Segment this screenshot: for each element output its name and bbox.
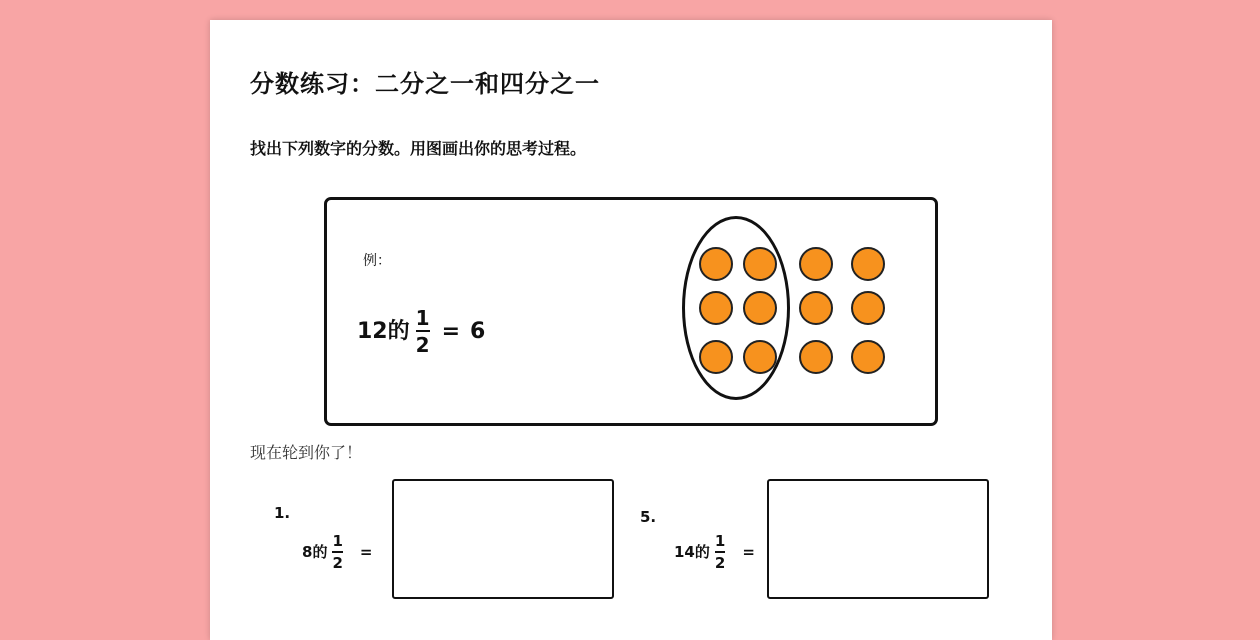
question-1-denominator: 2: [332, 554, 343, 572]
question-5-denominator: 2: [714, 554, 726, 572]
instruction-text: 找出下列数字的分数。用图画出你的思考过程。: [250, 139, 587, 158]
example-box: [324, 197, 938, 426]
half-group-ellipse: [682, 216, 790, 400]
counter-dot: [851, 247, 885, 281]
counter-dot: [851, 291, 885, 325]
fraction-bar: [416, 330, 430, 332]
counter-dot: [799, 291, 833, 325]
question-5-whole: 14: [674, 543, 695, 561]
example-whole-number: 12: [357, 318, 388, 344]
question-1-whole: 8: [302, 543, 313, 561]
question-5-numerator: 1: [714, 532, 726, 550]
question-5-equals: =: [742, 543, 755, 561]
example-equals-sign: =: [441, 318, 460, 344]
question-1-numerator: 1: [332, 532, 343, 550]
question-1-number: 1.: [274, 504, 291, 522]
question-5-answer-box[interactable]: [767, 479, 989, 599]
worksheet-page: [210, 20, 1052, 640]
example-label: 例：: [363, 253, 391, 269]
fraction-bar: [715, 551, 725, 553]
example-of-word: 的: [387, 318, 410, 344]
example-numerator: 1: [415, 306, 430, 330]
counter-dot: [851, 340, 885, 374]
example-result: 6: [470, 318, 486, 344]
question-5-fraction: [715, 534, 725, 571]
question-1-fraction: [332, 534, 342, 571]
page-title: 分数练习：二分之一和四分之一: [250, 69, 600, 98]
question-5-of-word: 的: [694, 543, 710, 561]
question-1-answer-box[interactable]: [392, 479, 614, 599]
question-5-expression: [674, 534, 755, 571]
your-turn-text: 现在轮到你了！: [250, 443, 363, 462]
question-5-number: 5.: [640, 508, 657, 526]
question-1-of-word: 的: [312, 543, 328, 561]
question-1-expression: [302, 534, 372, 571]
example-fraction: [416, 308, 430, 355]
example-denominator: 2: [415, 333, 430, 357]
counter-dot: [799, 247, 833, 281]
question-1-equals: =: [359, 543, 373, 561]
fraction-bar: [332, 551, 342, 553]
counter-dot: [799, 340, 833, 374]
example-expression: [357, 308, 485, 355]
